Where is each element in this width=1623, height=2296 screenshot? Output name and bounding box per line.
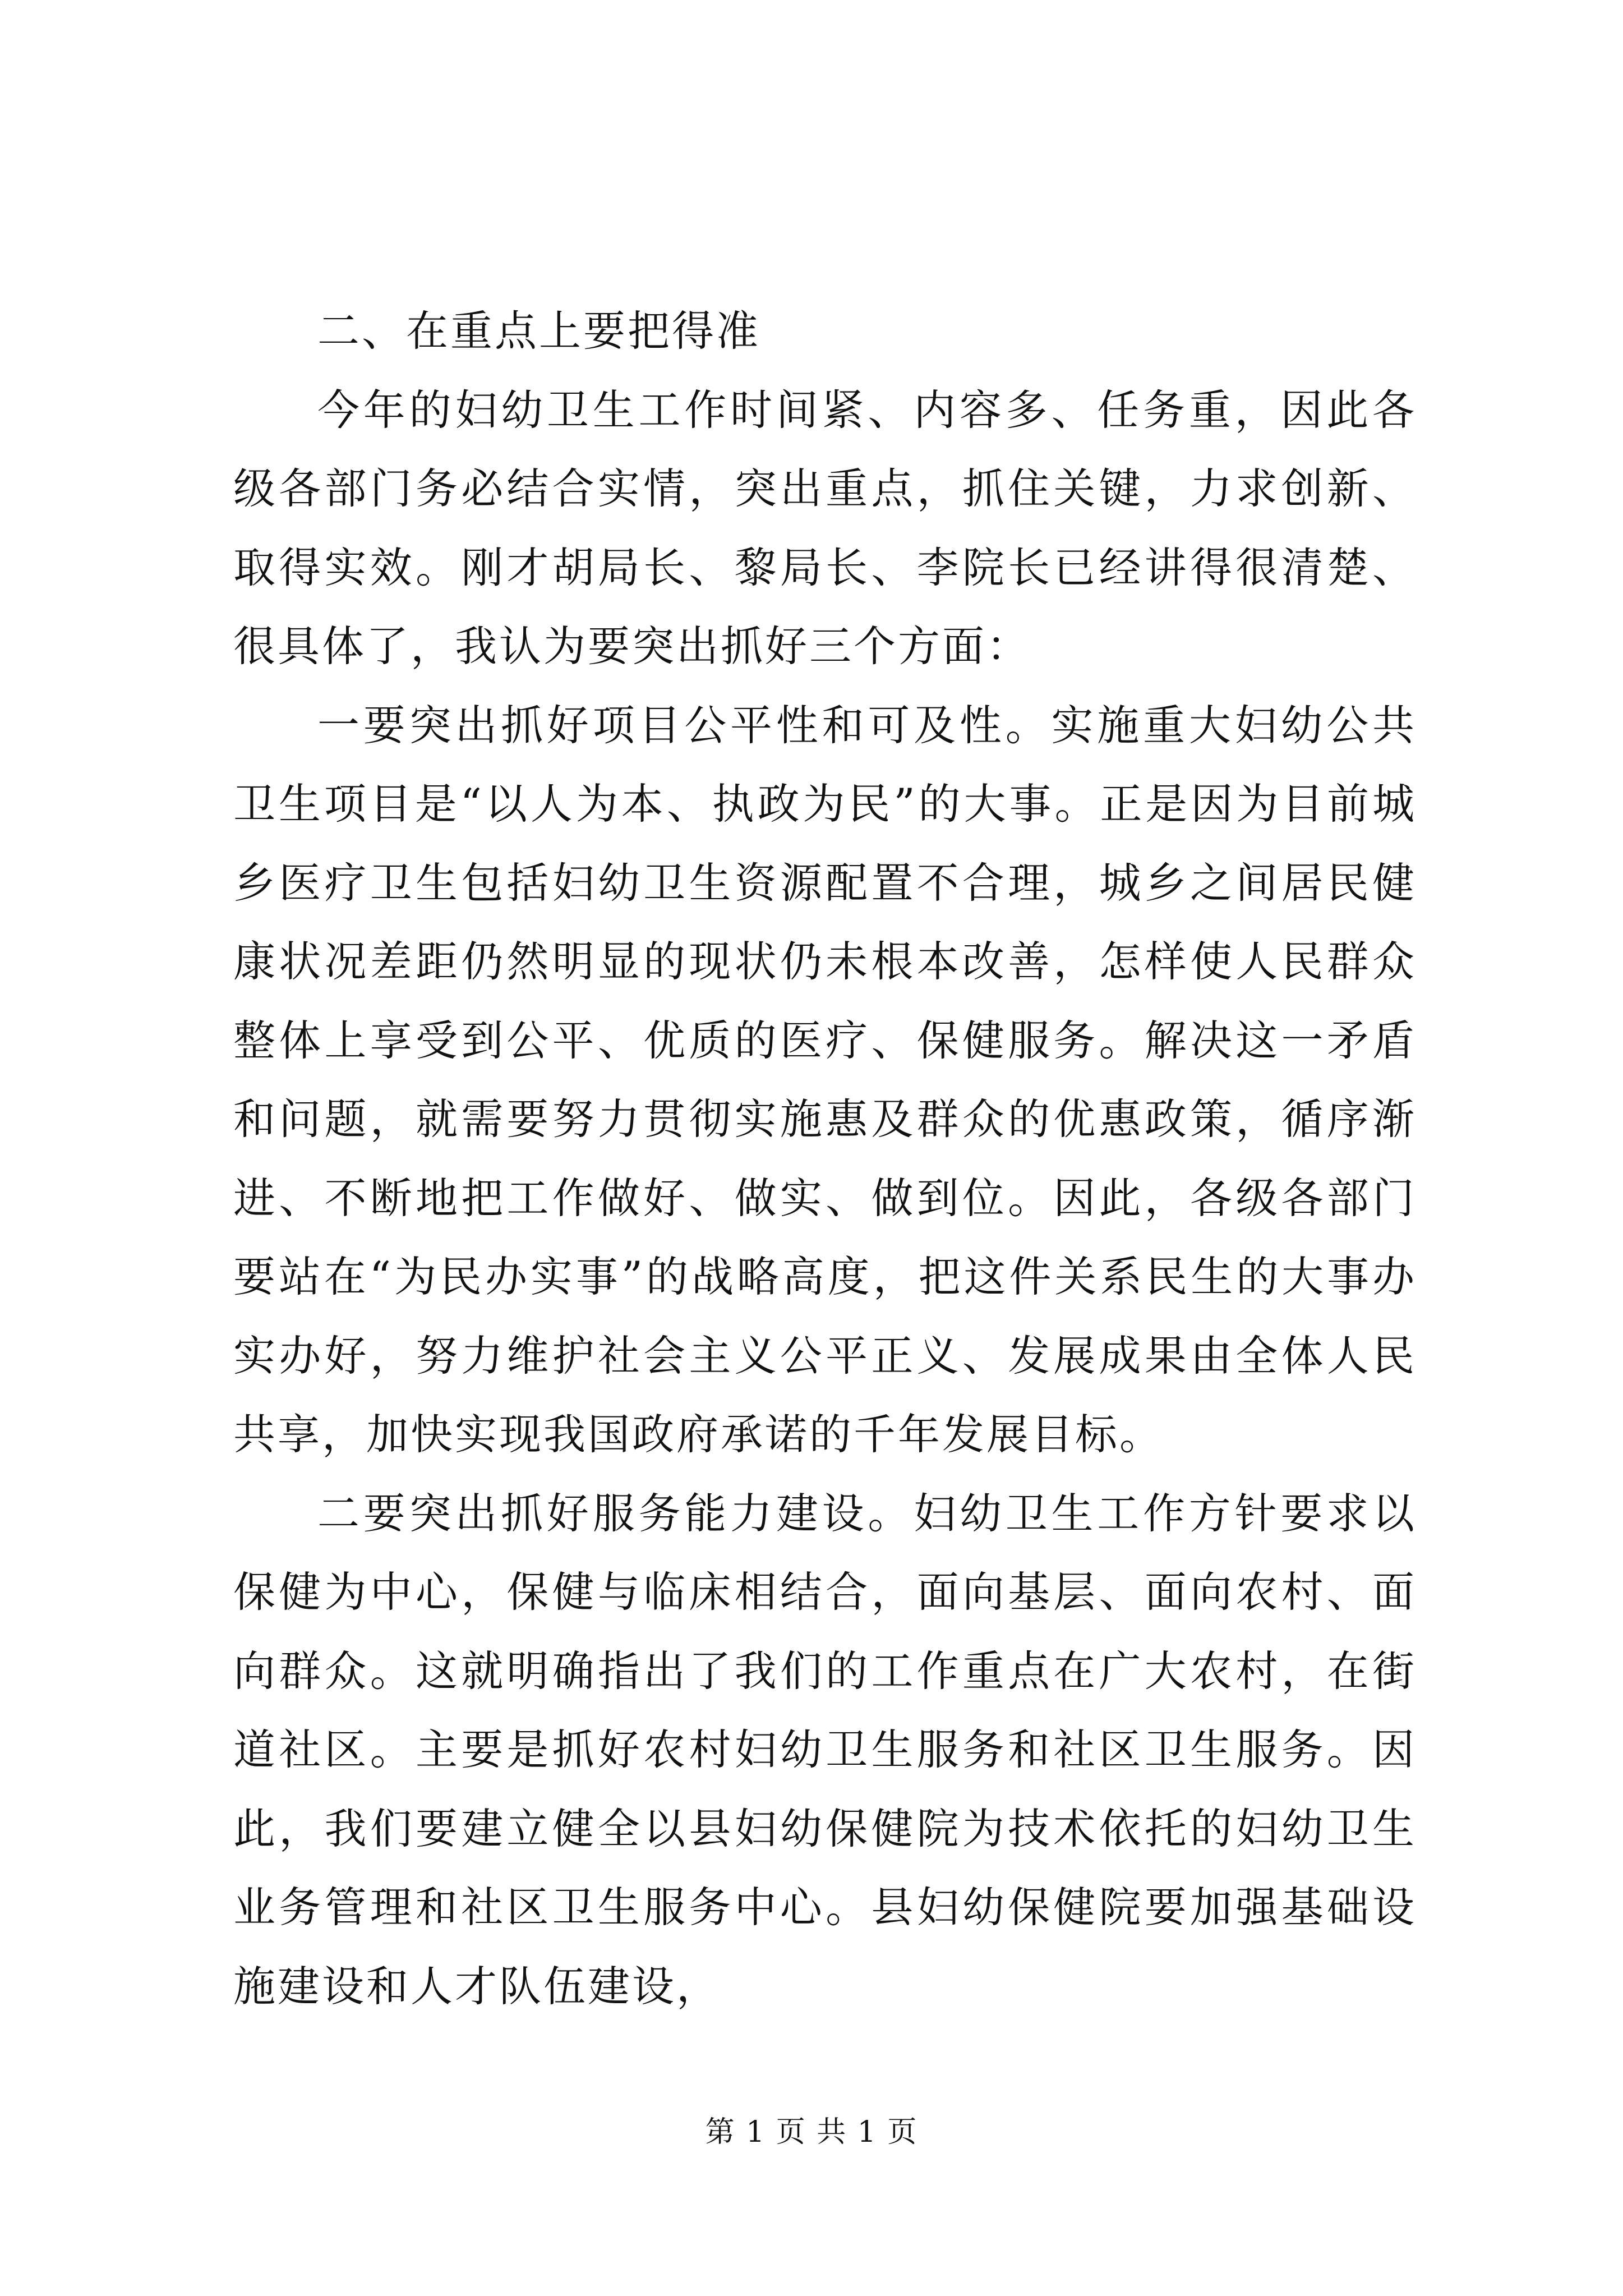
page-footer: 第 1 页 共 1 页 [705, 2115, 918, 2149]
paragraph-intro: 今年的妇幼卫生工作时间紧、内容多、任务重，因此各级各部门务必结合实情，突出重点，抓住关键，力求创新、取得实效。刚才胡局长、黎局长、李院长已经讲得很清楚、很具体了，我认为要突出抓好三个方面： [233, 385, 1417, 671]
paragraph-point-two: 二要突出抓好服务能力建设。妇幼卫生工作方针要求以保健为中心，保健与临床相结合，面向基层、面向农村、面向群众。这就明确指出了我们的工作重点在广大农村，在街道社区。主要是抓好农村妇幼卫生服务和社区卫生服务。因此，我们要建立健全以县妇幼保健院为技术依托的妇幼卫生业务管理和社区卫生服务中心。县妇幼保健院要加强基础设施建设和人才队伍建设， [233, 1488, 1417, 2011]
section-heading: 二、在重点上要把得准 [317, 306, 761, 356]
document-body [233, 292, 1417, 2026]
paragraph-point-one: 一要突出抓好项目公平性和可及性。实施重大妇幼公共卫生项目是“以人为本、执政为民”的大事。正是因为目前城乡医疗卫生包括妇幼卫生资源配置不合理，城乡之间居民健康状况差距仍然明显的现状仍未根本改善，怎样使人民群众整体上享受到公平、优质的医疗、保健服务。解决这一矛盾和问题，就需要努力贯彻实施惠及群众的优惠政策，循序渐进、不断地把工作做好、做实、做到位。因此，各级各部门要站在“为民办实事”的战略高度，把这件关系民生的大事办实办好，努力维护社会主义公平正义、发展成果由全体人民共享，加快实现我国政府承诺的千年发展目标。 [233, 700, 1417, 1459]
